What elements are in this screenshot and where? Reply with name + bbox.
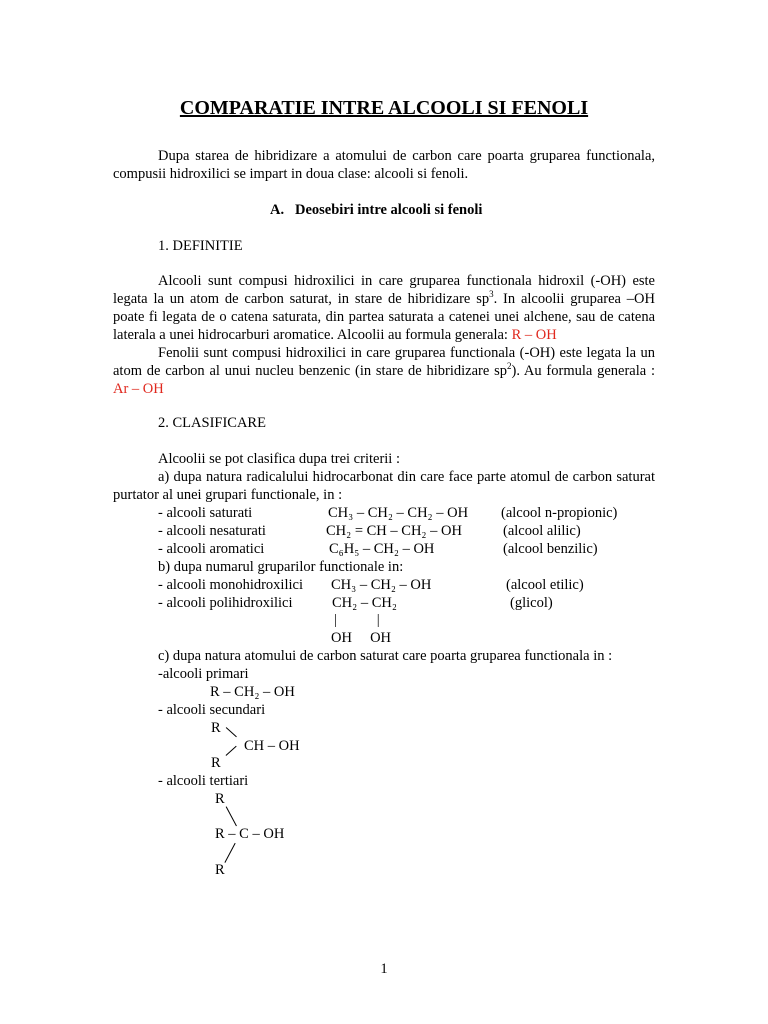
row-formula: CH₂ – CH₂ — [332, 595, 397, 611]
row-formula: CH₃ – CH₂ – CH₂ – OH — [328, 505, 469, 521]
secundari-r-top: R — [211, 720, 221, 736]
tertiari-label: - alcooli tertiari — [158, 773, 249, 789]
row-compound-name: (glicol) — [510, 595, 553, 611]
definitie-fenoli-text-1: Fenolii sunt compusi hidroxilici in care gruparea functionala (-OH) este legata la un atom de carbon al unui nucleu benzenic (in stare de hibridizare sp — [113, 345, 655, 379]
tertiari-center: R – C – OH — [215, 826, 285, 842]
primari-formula: R – CH₂ – OH — [210, 684, 295, 700]
row-formula: C₆H₅ – CH₂ – OH — [329, 541, 435, 557]
bond-line — [226, 746, 237, 756]
glicol-oh-groups: OH OH — [331, 630, 392, 646]
criteriu-c-text: c) dupa natura atomului de carbon saturat care poarta gruparea functionala in : — [158, 648, 613, 664]
section-a-title: Deosebiri intre alcooli si fenoli — [294, 202, 483, 218]
row-compound-name: (alcool etilic) — [506, 577, 584, 593]
definitie-alcooli-sup: 3 — [489, 289, 494, 300]
primari-label: -alcooli primari — [158, 666, 249, 682]
intro-paragraph: Dupa starea de hibridizare a atomului de carbon care poarta gruparea functionala, compusii hidroxilici se impart in doua clase: alcooli si fenoli. — [113, 148, 655, 182]
bond-line — [226, 727, 237, 737]
page-title: COMPARATIE INTRE ALCOOLI SI FENOLI — [179, 97, 589, 119]
page-number: 1 — [380, 961, 388, 977]
tertiari-r-bottom: R — [215, 862, 225, 878]
fenoli-general-formula: Ar – OH — [113, 381, 164, 397]
section-a-heading — [270, 201, 482, 219]
secundari-label: - alcooli secundari — [158, 702, 266, 718]
row-compound-name: (alcool n-propionic) — [501, 505, 618, 521]
alcooli-general-formula: R – OH — [511, 327, 557, 343]
secundari-r-bottom: R — [211, 755, 221, 771]
row-label: - alcooli aromatici — [158, 541, 265, 557]
definitie-fenoli-paragraph — [113, 344, 655, 398]
definitie-alcooli-text-1: Alcooli sunt compusi hidroxilici in care gruparea functionala hidroxil (-OH) este legata la un atom de carbon saturat, in stare de hibridizare sp — [113, 273, 655, 307]
tertiari-r-top: R — [215, 791, 225, 807]
clasificare-heading: 2. CLASIFICARE — [158, 415, 266, 431]
bond-line — [225, 806, 236, 826]
row-formula: CH₂ = CH – CH₂ – OH — [326, 523, 462, 539]
definitie-heading: 1. DEFINITIE — [158, 238, 243, 254]
row-label: - alcooli monohidroxilici — [158, 577, 303, 593]
definitie-alcooli-paragraph — [113, 272, 655, 344]
definitie-fenoli-text-2: ). Au formula generala : — [511, 363, 656, 379]
glicol-bonds: | | — [334, 612, 380, 628]
clasificare-intro: Alcoolii se pot clasifica dupa trei criterii : — [158, 451, 400, 467]
row-compound-name: (alcool alilic) — [503, 523, 581, 539]
definitie-fenoli-sup: 2 — [506, 361, 512, 372]
row-label: - alcooli nesaturati — [158, 523, 266, 539]
criteriu-a-text: a) dupa natura radicalului hidrocarbonat din care face parte atomul de carbon saturat purtator al unei grupari functionale, in : — [113, 469, 655, 503]
bond-line — [224, 843, 235, 863]
row-formula: CH₃ – CH₂ – OH — [331, 577, 432, 593]
row-label: - alcooli saturati — [158, 505, 253, 521]
secundari-group: CH – OH — [244, 738, 300, 754]
definitie-alcooli-text-2: . In alcoolii gruparea –OH poate fi legata de o catena saturata, din partea saturata a catenei unei alchene, sau de catena laterala a unei hidrocarburi aromatice. Alcoolii au formula generala: — [113, 291, 655, 343]
row-label: - alcooli polihidroxilici — [158, 595, 293, 611]
section-a-letter: A. — [270, 202, 285, 218]
criteriu-b-text: b) dupa numarul gruparilor functionale in: — [158, 559, 404, 575]
row-compound-name: (alcool benzilic) — [503, 541, 598, 557]
